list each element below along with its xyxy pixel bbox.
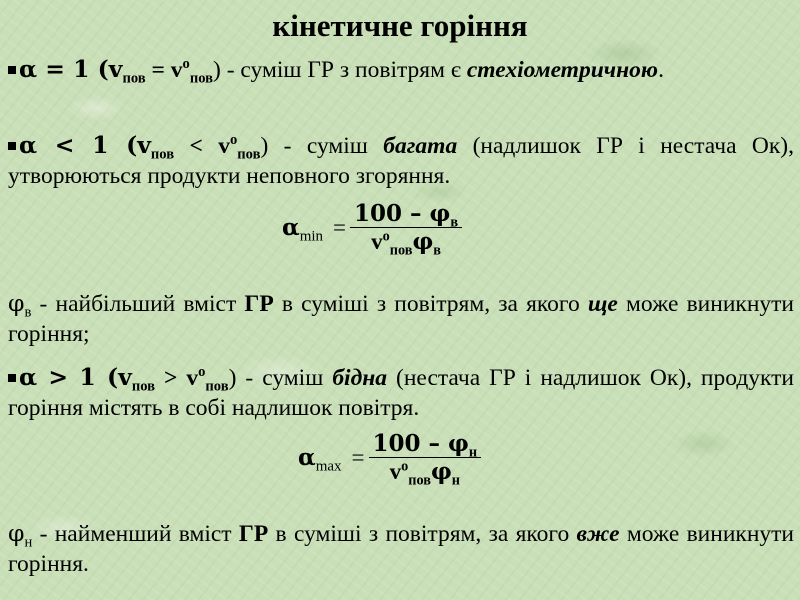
square-bullet-icon: [8, 66, 16, 74]
fraction: [369, 430, 482, 489]
square-bullet-icon: [8, 374, 16, 382]
text-in-mixture: в суміші з повітрям, за якого: [273, 291, 588, 317]
subscript-pov: пов: [237, 146, 261, 163]
paragraph-phi-upper: [8, 288, 794, 349]
alpha-condition: α < 1 (v: [19, 131, 151, 159]
phi-symbol: φ: [8, 289, 25, 317]
phi-subscript: н: [24, 534, 33, 551]
fraction: [350, 200, 462, 259]
term-still: ще: [587, 291, 618, 317]
term-lean: бідна: [332, 365, 388, 391]
text-mixture: ) - суміш: [260, 133, 384, 159]
text-in-mixture: в суміші з повітрям, за якого: [268, 521, 577, 547]
text-max-content: - найбільший вміст: [31, 291, 245, 317]
formula-lhs-alpha: α: [282, 214, 300, 241]
term-gr: ГР: [244, 291, 274, 317]
text-ignition: може виникнути горіння.: [8, 521, 794, 577]
slide-title: кінетичне горіння: [272, 8, 528, 43]
term-already: вже: [576, 521, 620, 547]
phi-symbol: φ: [8, 519, 25, 547]
term-gr: ГР: [238, 521, 269, 547]
text-equals-v: = v: [145, 57, 183, 83]
square-bullet-icon: [8, 142, 16, 150]
subscript-pov: пов: [122, 70, 146, 87]
paragraph-stoichiometric: [8, 54, 794, 85]
formula-alpha-min: [282, 200, 462, 259]
fraction-numerator: $100 - \varphi_н$: [372, 430, 478, 461]
paragraph-phi-lower: [8, 518, 794, 579]
paragraph-lean-mixture: [8, 362, 794, 423]
superscript-o: о: [229, 132, 238, 149]
text-ignition: може виникнути горіння;: [8, 291, 794, 347]
fraction-numerator: $100 - \varphi_в$: [354, 200, 459, 231]
term-rich: багата: [383, 133, 458, 159]
alpha-condition: α > 1 (v: [19, 363, 132, 391]
equals-sign: =: [333, 214, 347, 240]
text-lean-description: (нестача ГР і надлишок Ок), продукти горіння містять в собі надлишок повітря.: [8, 365, 794, 421]
text-less-v: < v: [174, 133, 230, 159]
text-rich-description: (надлишок ГР і нестача Ок), утворюються продукти неповного згоряння.: [8, 133, 794, 189]
superscript-o: о: [182, 56, 190, 73]
formula-lhs-sub: max: [315, 458, 342, 475]
subscript-pov: пов: [189, 70, 214, 87]
phi-subscript: в: [24, 304, 32, 321]
formula-lhs-sub: min: [299, 228, 324, 245]
text-greater-v: > v: [155, 365, 199, 391]
text-min-content: - найменший вміст: [32, 521, 239, 547]
equals-sign: =: [351, 444, 365, 470]
formula-lhs-alpha: α: [298, 444, 316, 471]
alpha-condition: α = 1 (v: [19, 55, 123, 83]
formula-alpha-max: [298, 430, 481, 489]
subscript-pov: пов: [205, 378, 229, 395]
text-mixture: ) - суміш: [228, 365, 333, 391]
subscript-pov: пов: [131, 378, 155, 395]
subscript-pov: пов: [150, 146, 175, 163]
superscript-o: о: [198, 364, 206, 381]
fraction-denominator: $v^о_{пов}\varphi_н$: [389, 458, 460, 489]
text-mixture: ) - суміш ГР з повітрям є: [213, 57, 467, 83]
fraction-denominator: $v^о_{пов}\varphi_в$: [371, 228, 441, 259]
paragraph-rich-mixture: [8, 130, 794, 191]
text-period: .: [658, 57, 664, 83]
term-stoichiometric: стехіометричною: [466, 57, 659, 83]
